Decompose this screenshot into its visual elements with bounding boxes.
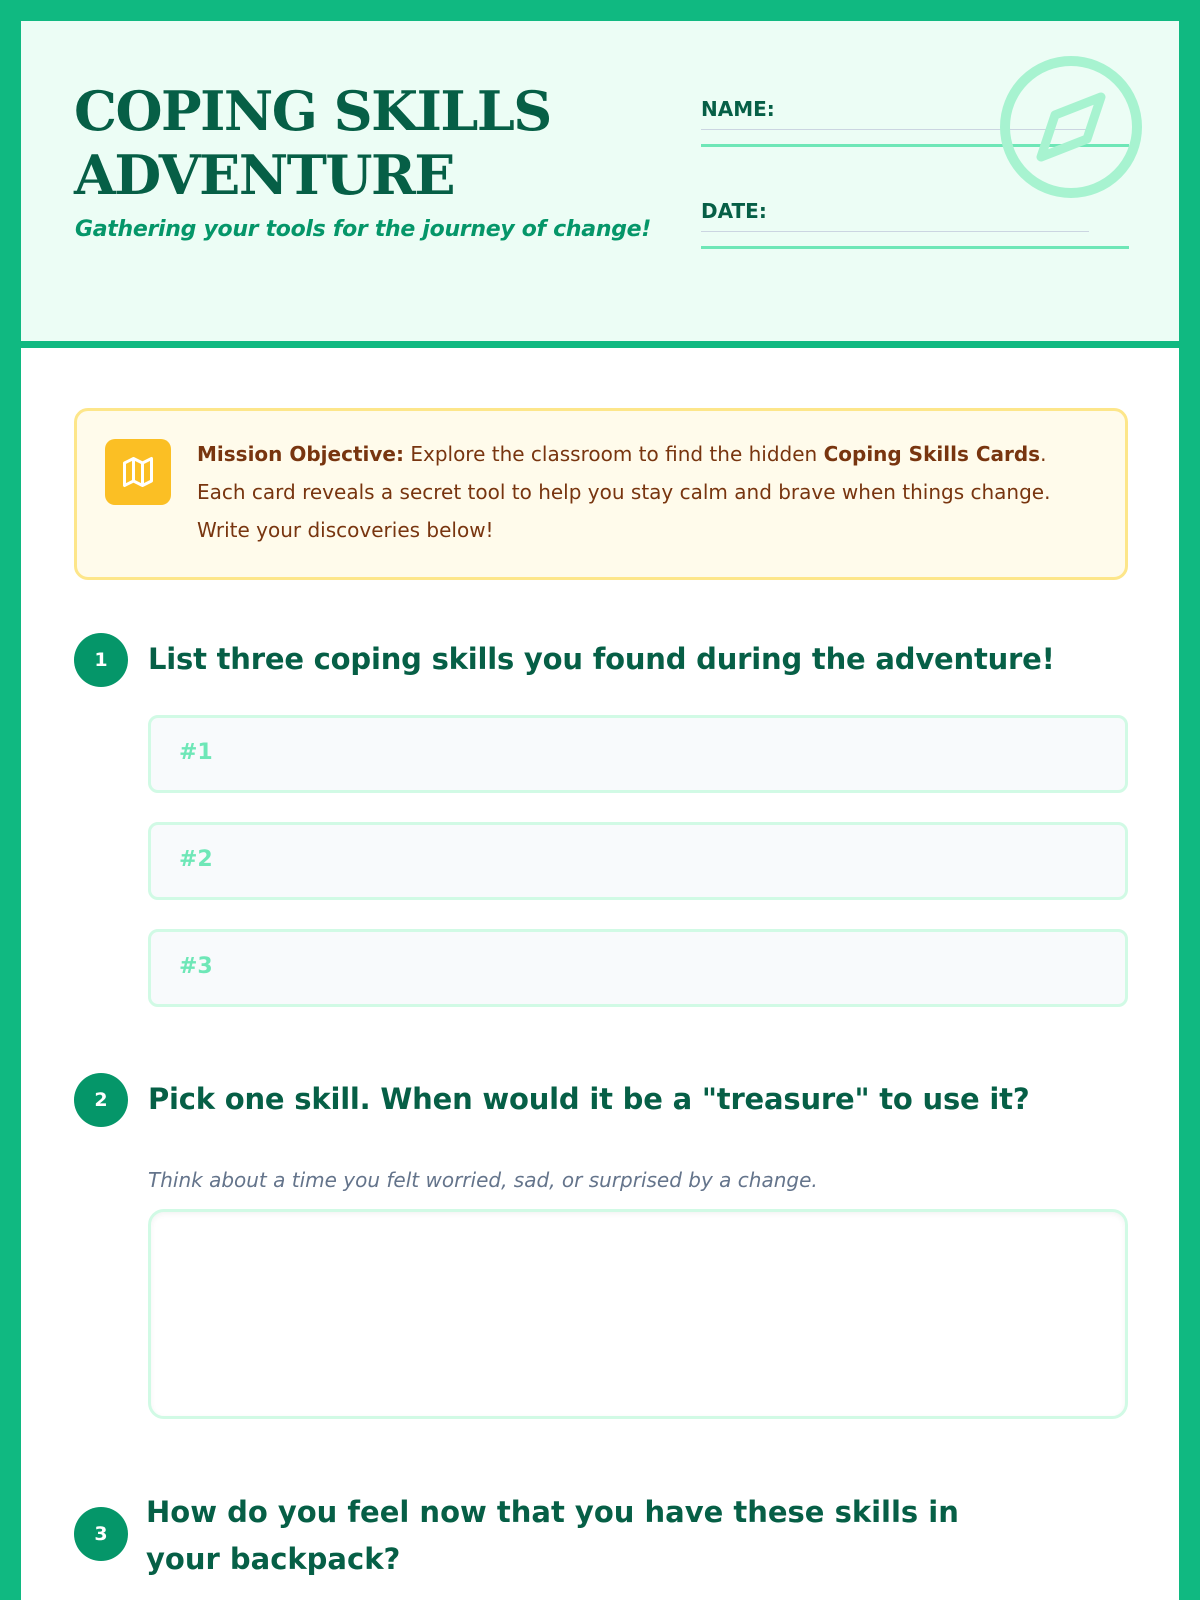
name-label: NAME: — [701, 97, 775, 121]
mission-text-before: Explore the classroom to find the hidden — [403, 442, 824, 466]
title-line-1: COPING SKILLS — [74, 79, 551, 143]
answer-box-3[interactable] — [148, 929, 1128, 1007]
answer-box-1-label: #1 — [179, 740, 213, 765]
worksheet — [21, 21, 1179, 1600]
mission-highlight: Coping Skills Cards — [823, 442, 1041, 466]
page-subtitle: Gathering your tools for the journey of change! — [75, 217, 651, 242]
header — [21, 21, 1179, 348]
question-2-text: Pick one skill. When would it be a "treasure" to use it? — [148, 1082, 1030, 1116]
mission-box — [74, 408, 1128, 580]
page-title — [74, 79, 614, 207]
question-3-text: How do you feel now that you have these skills in your backpack? — [146, 1495, 959, 1576]
date-field[interactable] — [701, 205, 1129, 249]
answer-box-1[interactable] — [148, 715, 1128, 793]
question-2-answer-box[interactable] — [148, 1209, 1128, 1419]
title-line-2: ADVENTURE — [74, 143, 455, 207]
mission-text-after: . Each card reveals a secret tool to help you stay calm and brave when things change. Write your discoveries below! — [197, 442, 1051, 542]
map-icon — [120, 454, 156, 490]
question-1-text: List three coping skills you found during the adventure! — [148, 642, 1055, 676]
map-icon-badge — [105, 439, 171, 505]
mission-label: Mission Objective: — [197, 442, 404, 466]
compass-icon — [997, 53, 1145, 201]
answer-box-2-label: #2 — [179, 847, 213, 872]
date-label: DATE: — [701, 199, 767, 223]
answer-box-2[interactable] — [148, 822, 1128, 900]
question-1-number: 1 — [74, 633, 128, 687]
question-3-number: 3 — [74, 1507, 128, 1561]
question-2-hint: Think about a time you felt worried, sad, or surprised by a change. — [148, 1168, 818, 1192]
mission-text — [197, 435, 1097, 549]
answer-box-3-label: #3 — [179, 954, 213, 979]
question-2-number: 2 — [74, 1073, 128, 1127]
